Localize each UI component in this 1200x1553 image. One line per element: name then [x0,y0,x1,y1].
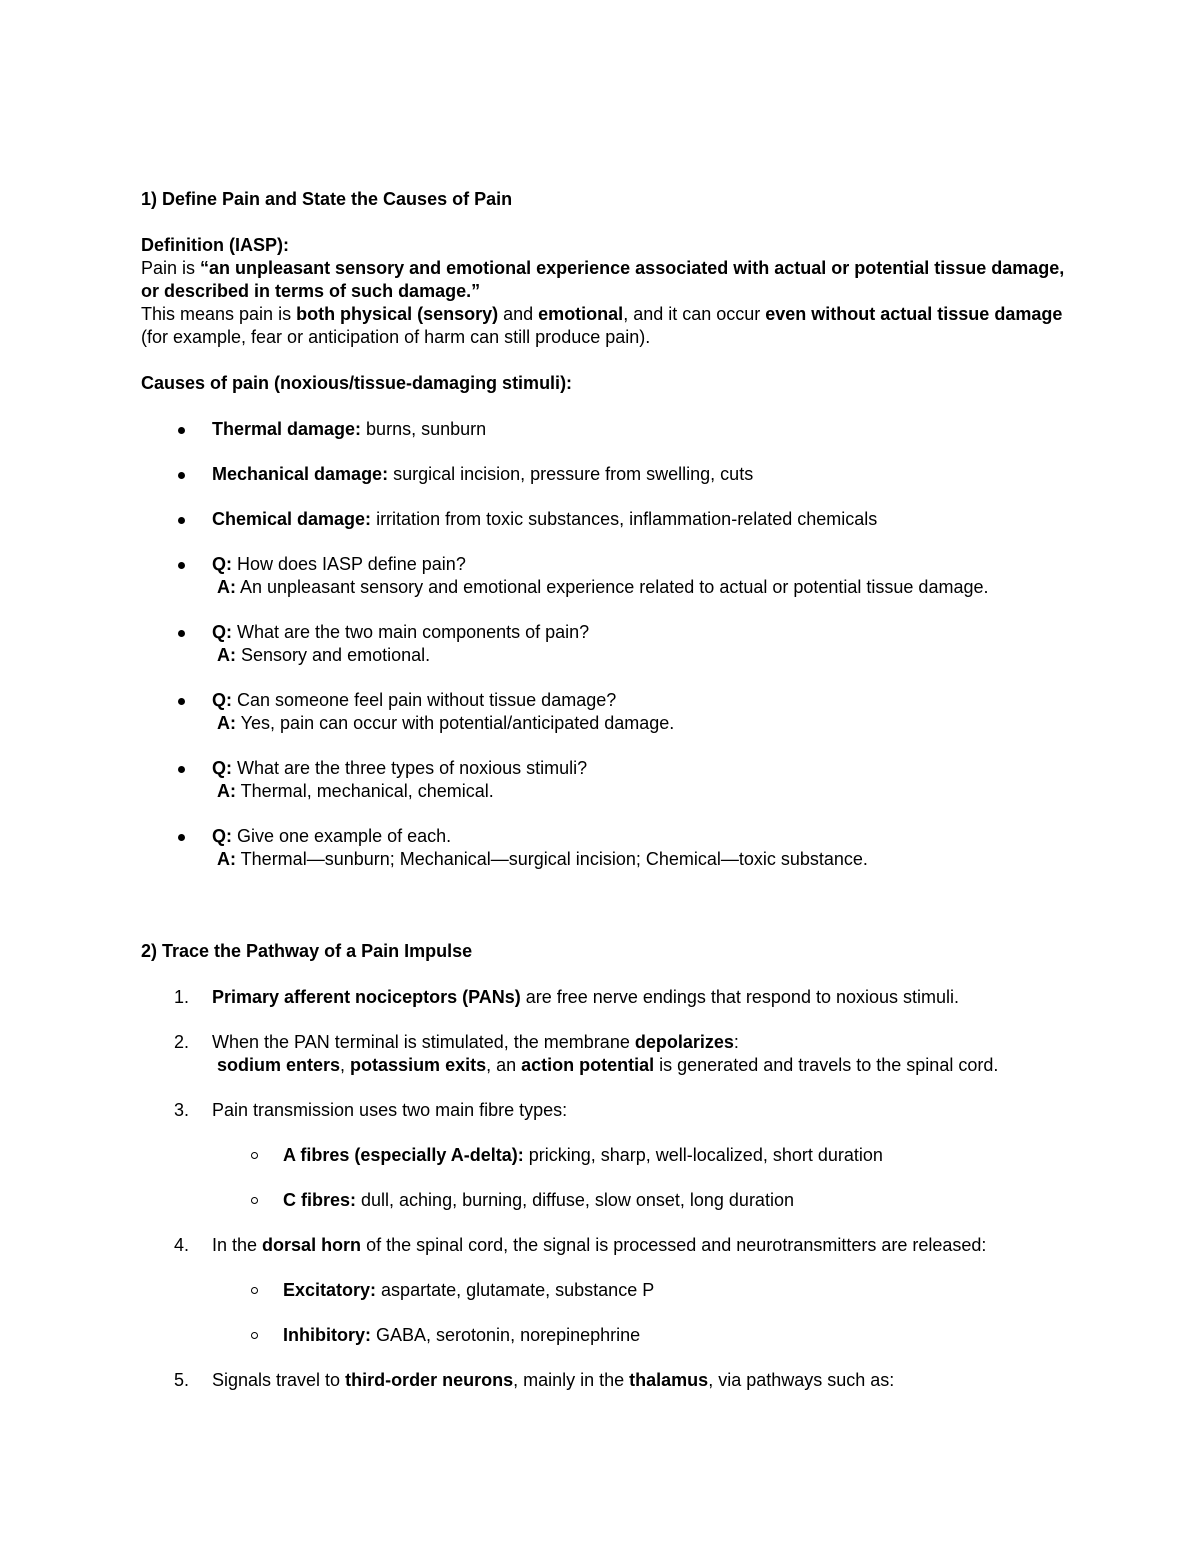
bullet-icon [178,766,185,773]
list-item: A fibres (especially A-delta): pricking, sharp, well-localized, short duration [212,1144,1071,1167]
qa-item: Q: How does IASP define pain? A: An unpleasant sensory and emotional experience related to actual or potential tissue damage. [141,553,1071,599]
circle-bullet-icon [251,1197,258,1204]
qa-item: Q: What are the two main components of pain? A: Sensory and emotional. [141,621,1071,667]
bullet-icon [178,472,185,479]
list-item: 1. Primary afferent nociceptors (PANs) are free nerve endings that respond to noxious stimuli. [174,987,960,1007]
definition-heading: Definition (IASP): [141,235,289,255]
section-1-title: 1) Define Pain and State the Causes of Pain [141,189,513,209]
pathway-list [141,986,1071,1392]
list-item: Excitatory: aspartate, glutamate, substance P [212,1279,1071,1302]
list-item: 3. Pain transmission uses two main fibre types: A fibres (especially A-delta): pricking, sharp, well-localized, short duration C fibres: dull, aching, burning, diffuse, slow onset, long duration [141,1099,1071,1212]
bullet-icon [178,630,185,637]
definition-text: Pain is “an unpleasant sensory and emotional experience associated with actual or potential tissue damage, or described in terms of such damage.” [141,258,1065,301]
list-item: Chemical damage: irritation from toxic substances, inflammation-related chemicals [141,508,1071,531]
causes-heading: Causes of pain (noxious/tissue-damaging stimuli): [141,373,573,393]
document-body [141,188,1071,1414]
qa-item: Q: Give one example of each. A: Thermal—sunburn; Mechanical—surgical incision; Chemical—toxic substance. [141,825,1071,871]
bullet-icon [178,427,185,434]
circle-bullet-icon [251,1152,258,1159]
meaning-text: This means pain is both physical (sensory) and emotional, and it can occur even without actual tissue damage (for example, fear or anticipation of harm can still produce pain). [141,304,1063,347]
list-item: C fibres: dull, aching, burning, diffuse, slow onset, long duration [212,1189,1071,1212]
bullet-icon [178,562,185,569]
qa-item: Q: What are the three types of noxious stimuli? A: Thermal, mechanical, chemical. [141,757,1071,803]
list-item: Thermal damage: burns, sunburn [141,418,1071,441]
list-item: Mechanical damage: surgical incision, pressure from swelling, cuts [141,463,1071,486]
qa-item: Q: Can someone feel pain without tissue damage? A: Yes, pain can occur with potential/anticipated damage. [141,689,1071,735]
circle-bullet-icon [251,1287,258,1294]
circle-bullet-icon [251,1332,258,1339]
neurotransmitters-list [212,1279,1071,1347]
section-2-title: 2) Trace the Pathway of a Pain Impulse [141,941,473,961]
bullet-icon [178,517,185,524]
list-item: Inhibitory: GABA, serotonin, norepinephrine [212,1324,1071,1347]
list-item: 4. In the dorsal horn of the spinal cord, the signal is processed and neurotransmitters are released: Excitatory: aspartate, glutamate, substance P Inhibitory: GABA, serotonin, norepinephrine [141,1234,1071,1347]
bullet-icon [178,834,185,841]
bullet-icon [178,698,185,705]
list-item: 2. When the PAN terminal is stimulated, the membrane depolarizes: sodium enters, potassium exits, an action potential is generated and travels to the spinal cord. [174,1032,999,1075]
causes-list [141,418,1071,871]
fibre-types-list [212,1144,1071,1212]
list-item: 5. Signals travel to third-order neurons, mainly in the thalamus, via pathways such as: [174,1370,895,1390]
